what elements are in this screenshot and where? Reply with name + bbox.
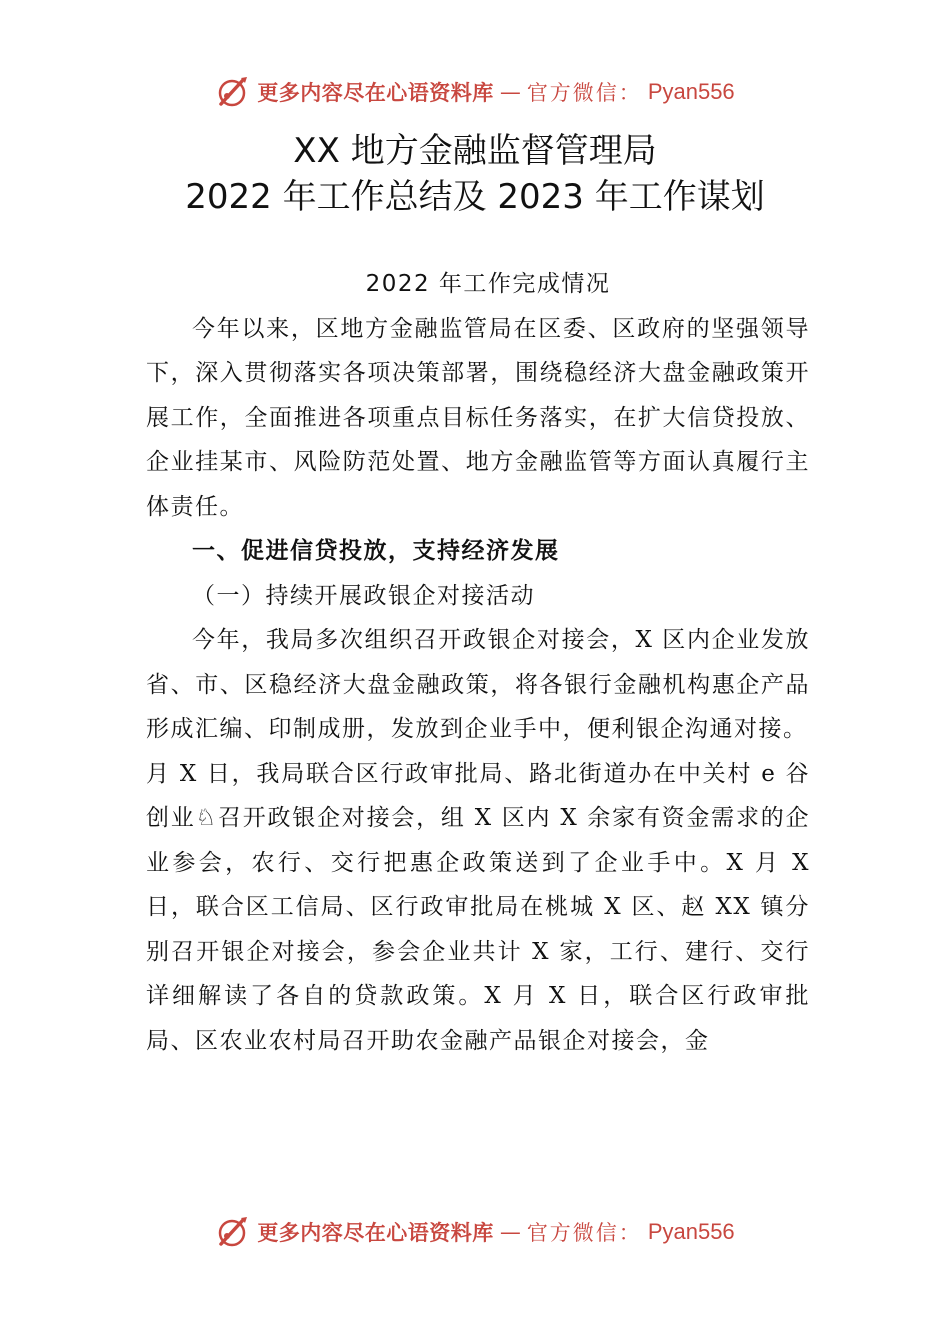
watermark-official-label: 官方微信： — [526, 81, 642, 105]
intro-paragraph: 今年以来，区地方金融监管局在区委、区政府的坚强领导下，深入贯彻落实各项决策部署，围绕稳经济大盘金融政策开展工作，全面推进各项重点目标任务落实，在扩大信贷投放、企业挂某市、风险防范处置、地方金融监管等方面认真履行主体责任。 — [146, 315, 810, 520]
watermark-dash: — — [499, 1220, 521, 1244]
watermark-dash: — — [499, 80, 521, 104]
document-title — [0, 128, 950, 220]
body-paragraph-1: 今年，我局多次组织召开政银企对接会，X 区内企业发放省、市、区稳经济大盘金融政策，将各银行金融机构惠企产品形成汇编、印制成册，发放到企业手中，便利银企沟通对接。 — [146, 627, 810, 742]
watermark-header — [0, 72, 950, 112]
brush-logo-icon — [215, 74, 251, 110]
heading-level-2: （一）持续开展政银企对接活动 — [192, 582, 535, 609]
watermark-brand-text: 更多内容尽在心语资料库 — [257, 1221, 494, 1245]
brush-logo-icon — [215, 1214, 251, 1250]
watermark-official-label: 官方微信： — [526, 1221, 642, 1245]
watermark-wechat-id: Pyan556 — [647, 79, 735, 104]
title-line-1: XX 地方金融监督管理局 — [293, 131, 657, 171]
watermark-footer — [0, 1212, 950, 1252]
body-paragraph-2: 月 X 日，我局联合区行政审批局、路北街道办在中关村 e 谷创业♘召开政银企对接会，组 X 区内 X 余家有资金需求的企业参会，农行、交行把惠企政策送到了企业手中。X 月 X 日，联合区工信局、区行政审批局在桃城 X 区、赵 XX 镇分别召开银企对接会，参会企业共计 X 家，工行、建行、交行详细解读了各自的贷款政策。X 月 X 日，联合区行政审批局、区农业农村局召开助农金融产品银企对接会，金 — [146, 760, 810, 1054]
title-line-2: 2022 年工作总结及 2023 年工作谋划 — [185, 177, 765, 217]
section-title: 2022 年工作完成情况 — [365, 271, 611, 297]
document-body — [146, 262, 810, 1063]
watermark-brand-text: 更多内容尽在心语资料库 — [257, 81, 494, 105]
heading-level-1: 一、促进信贷投放，支持经济发展 — [192, 538, 560, 564]
watermark-wechat-id: Pyan556 — [647, 1219, 735, 1244]
